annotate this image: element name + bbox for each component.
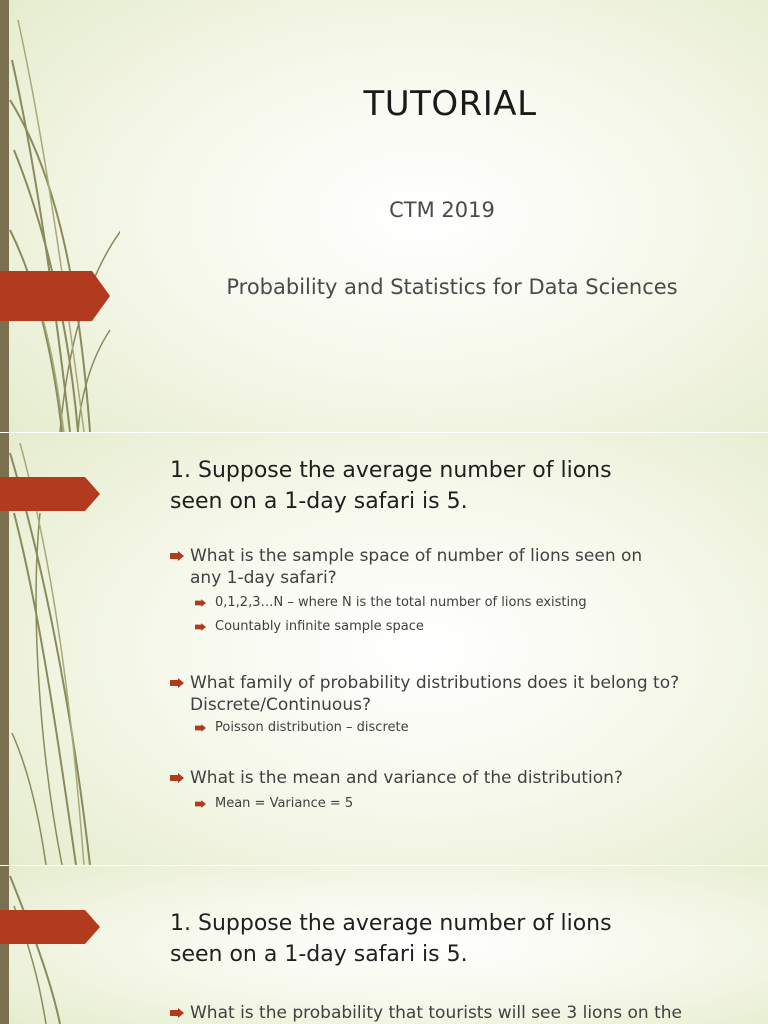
list-item: Poisson distribution – discrete — [195, 719, 735, 737]
left-bar — [0, 0, 9, 432]
slide-subtitle: CTM 2019 — [389, 198, 495, 222]
question-heading: 1. Suppose the average number of lions seen on a 1-day safari is 5. — [170, 911, 612, 967]
list-item: What is the probability that tourists will see 3 lions on the — [170, 1002, 740, 1024]
list-item: What family of probability distributions does it belong to? Discrete/Continuous? — [170, 672, 740, 716]
arrow-bullet-icon — [195, 724, 206, 732]
accent-arrow-icon — [0, 271, 110, 321]
arrow-bullet-icon — [170, 678, 184, 688]
list-item: Mean = Variance = 5 — [195, 795, 735, 813]
slide-title — [0, 0, 768, 432]
list-item: Countably infinite sample space — [195, 618, 735, 636]
arrow-bullet-icon — [195, 623, 206, 631]
list-item: What is the mean and variance of the distribution? — [170, 767, 740, 789]
arrow-bullet-icon — [195, 800, 206, 808]
arrow-bullet-icon — [170, 551, 184, 561]
accent-arrow-icon — [0, 902, 110, 952]
slide-question-1-continued — [0, 866, 768, 1024]
list-item: 0,1,2,3…N – where N is the total number of lions existing — [195, 594, 735, 612]
arrow-bullet-icon — [170, 1008, 184, 1018]
course-name: Probability and Statistics for Data Sciences — [226, 275, 678, 299]
arrow-bullet-icon — [170, 773, 184, 783]
question-heading: 1. Suppose the average number of lions seen on a 1-day safari is 5. — [170, 458, 612, 514]
arrow-bullet-icon — [195, 599, 206, 607]
accent-arrow-icon — [0, 469, 110, 519]
list-item: What is the sample space of number of lions seen on any 1-day safari? — [170, 545, 740, 589]
slide-question-1 — [0, 433, 768, 865]
slide-title-text: TUTORIAL — [363, 84, 537, 124]
